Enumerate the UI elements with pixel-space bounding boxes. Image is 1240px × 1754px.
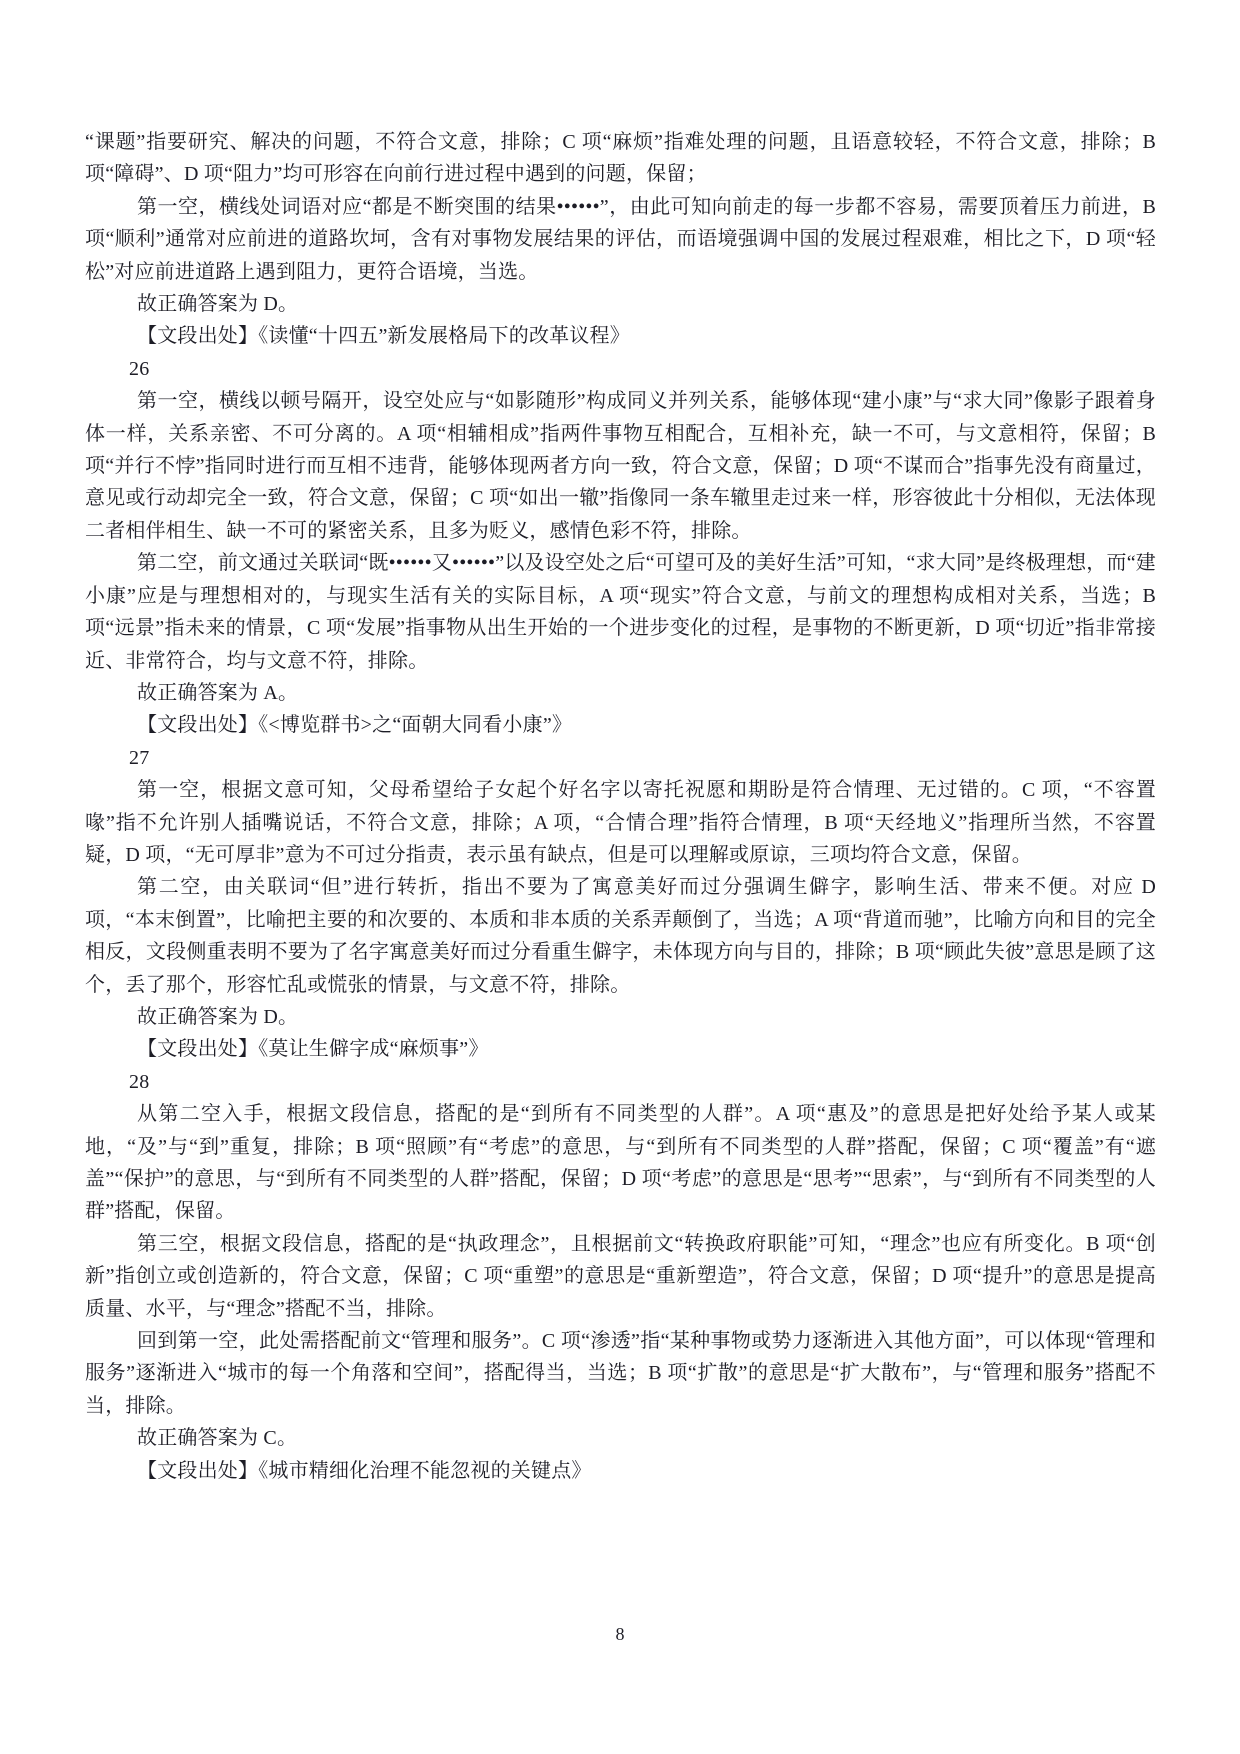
source-line-q25: 【文段出处】《读懂“十四五”新发展格局下的改革议程》 [137, 325, 630, 348]
paragraph-q28-blank1: 回到第一空，此处需搭配前文“管理和服务”。C 项“渗透”指“某种事物或势力逐渐进入其他方面”，可以体现“管理和服务”逐渐进入“城市的每一个角落和空间”，搭配得当，当选；B 项“扩散”的意思是“扩大散布”，与“管理和服务”搭配不当，排除。 [85, 1330, 1156, 1417]
paragraph-q28-blank3: 第三空，根据文段信息，搭配的是“执政理念”，且根据前文“转换政府职能”可知，“理念”也应有所变化。B 项“创新”指创立或创造新的，符合文意，保留；C 项“重塑”的意思是“重新塑造”，符合文意，保留；D 项“提升”的意思是提高质量、水平，与“理念”搭配不当，排除。 [85, 1232, 1156, 1320]
answer-line-q28: 故正确答案为 C。 [137, 1427, 298, 1450]
paragraph-q26-blank2: 第二空，前文通过关联词“既••••••又••••••”以及设空处之后“可望可及的美好生活”可知，“求大同”是终极理想，而“建小康”应是与理想相对的，与现实生活有关的实际目标，A 项“现实”符合文意，与前文的理想构成相对关系，当选；B 项“远景”指未来的情景，C 项“发展”指事物从出生开始的一个进步变化的过程，是事物的不断更新，D 项“切近”指非常接近、非常符合，均与文意不符，排除。 [85, 552, 1156, 672]
paragraph-q27-blank1: 第一空，根据文意可知，父母希望给子女起个好名字以寄托祝愿和期盼是符合情理、无过错的。C 项，“不容置喙”指不允许别人插嘴说话，不符合文意，排除；A 项，“合情合理”指符合情理，B 项“天经地义”指理所当然，不容置疑，D 项，“无可厚非”意为不可过分指责，表示虽有缺点，但是可以理解或原谅，三项均符合文意，保留。 [85, 779, 1156, 866]
paragraph-q28-blank2: 从第二空入手，根据文段信息，搭配的是“到所有不同类型的人群”。A 项“惠及”的意思是把好处给予某人或某地，“及”与“到”重复，排除；B 项“照顾”有“考虑”的意思，与“到所有不同类型的人群”搭配，保留；C 项“覆盖”有“遮盖”“保护”的意思，与“到所有不同类型的人群”搭配，保留；D 项“考虑”的意思是“思考”“思索”，与“到所有不同类型的人群”搭配，保留。 [85, 1103, 1156, 1223]
question-number-28: 28 [129, 1070, 150, 1093]
source-line-q28: 【文段出处】《城市精细化治理不能忽视的关键点》 [137, 1459, 592, 1482]
document-body [85, 126, 1156, 1487]
page-number: 8 [615, 1624, 625, 1644]
paragraph-q27-blank2: 第二空，由关联词“但”进行转折，指出不要为了寓意美好而过分强调生僻字，影响生活、带来不便。对应 D 项，“本末倒置”，比喻把主要的和次要的、本质和非本质的关系弄颠倒了，当选；A 项“背道而驰”，比喻方向和目的完全相反，文段侧重表明不要为了名字寓意美好而过分看重生僻字，未体现方向与目的，排除；B 项“顾此失彼”意思是顾了这个，丢了那个，形容忙乱或慌张的情景，与文意不符，排除。 [85, 876, 1156, 996]
question-number-27: 27 [129, 746, 150, 769]
paragraph-q25-blank1: 第一空，横线处词语对应“都是不断突围的结果••••••”，由此可知向前走的每一步都不容易，需要顶着压力前进，B 项“顺利”通常对应前进的道路坎坷，含有对事物发展结果的评估，而语境强调中国的发展过程艰难，相比之下，D 项“轻松”对应前进道路上遇到阻力，更符合语境，当选。 [85, 195, 1156, 283]
paragraph-q25-option-analysis: “课题”指要研究、解决的问题，不符合文意，排除；C 项“麻烦”指难处理的问题，且语意较轻，不符合文意，排除；B 项“障碍”、D 项“阻力”均可形容在向前行进过程中遇到的问题，保留； [85, 131, 1156, 186]
source-line-q27: 【文段出处】《莫让生僻字成“麻烦事”》 [137, 1038, 489, 1061]
paragraph-q26-blank1: 第一空，横线以顿号隔开，设空处应与“如影随形”构成同义并列关系，能够体现“建小康”与“求大同”像影子跟着身体一样，关系亲密、不可分离的。A 项“相辅相成”指两件事物互相配合，互相补充，缺一不可，与文意相符，保留；B 项“并行不悖”指同时进行而互相不违背，能够体现两者方向一致，符合文意，保留；D 项“不谋而合”指事先没有商量过，意见或行动却完全一致，符合文意，保留；C 项“如出一辙”指像同一条车辙里走过来一样，形容彼此十分相似，无法体现二者相伴相生、缺一不可的紧密关系，且多为贬义，感情色彩不符，排除。 [85, 390, 1156, 542]
answer-line-q27: 故正确答案为 D。 [137, 1005, 299, 1028]
question-number-26: 26 [129, 357, 150, 380]
source-line-q26: 【文段出处】《<博览群书>之“面朝大同看小康”》 [137, 714, 573, 737]
answer-line-q26: 故正确答案为 A。 [137, 681, 299, 704]
answer-line-q25: 故正确答案为 D。 [137, 293, 299, 316]
